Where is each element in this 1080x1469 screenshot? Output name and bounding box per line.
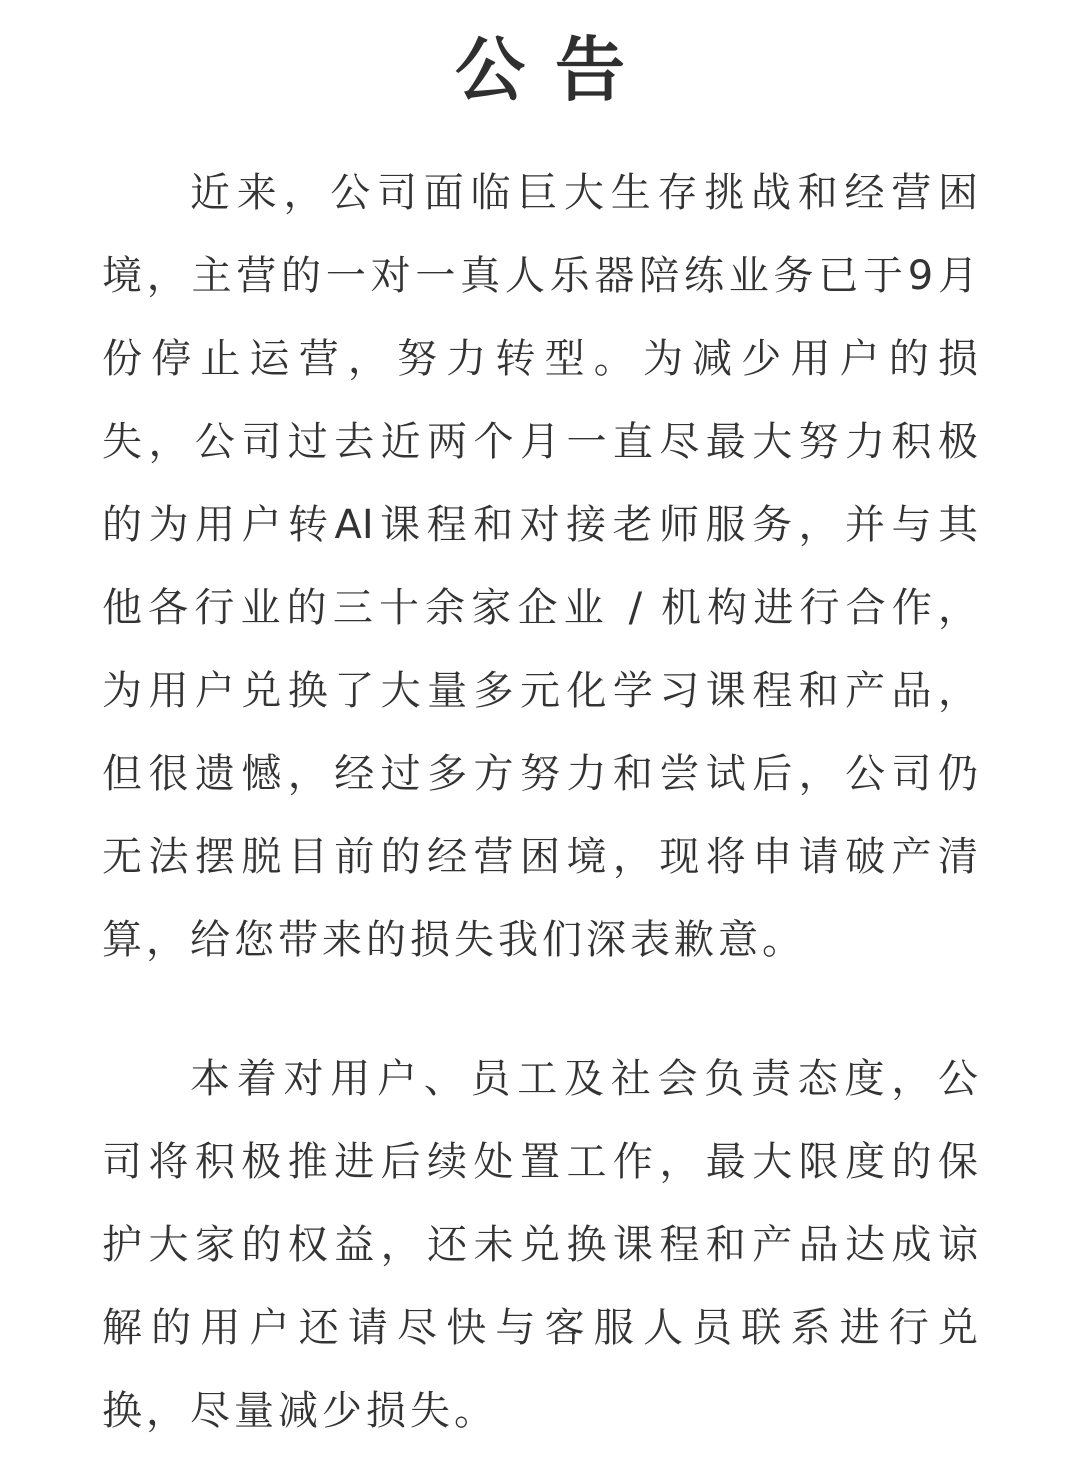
paragraph-line: 为用户兑换了大量多元化学习课程和产品， <box>102 668 978 714</box>
paragraph-line: 但很遗憾，经过多方努力和尝试后，公司仍 <box>102 751 978 797</box>
paragraph-line: 算，给您带来的损失我们深表歉意。 <box>102 917 806 963</box>
paragraph-line: 司将积极推进后续处置工作，最大限度的保 <box>102 1139 978 1185</box>
paragraph-line: 失，公司过去近两个月一直尽最大努力积极 <box>102 419 978 465</box>
paragraph-line: 份停止运营，努力转型。为减少用户的损 <box>102 336 978 382</box>
notice-body <box>102 152 978 1453</box>
paragraph-2 <box>102 1038 978 1453</box>
paragraph-line: 护大家的权益，还未兑换课程和产品达成谅 <box>102 1222 978 1268</box>
paragraph-line: 的为用户转AI课程和对接老师服务，并与其 <box>102 502 978 548</box>
paragraph-line: 近来，公司面临巨大生存挑战和经营困 <box>190 170 978 216</box>
paragraph-1 <box>102 152 978 982</box>
paragraph-line: 境，主营的一对一真人乐器陪练业务已于9月 <box>102 253 978 299</box>
paragraph-line: 解的用户还请尽快与客服人员联系进行兑 <box>102 1305 978 1351</box>
notice-title: 公告 <box>455 29 655 111</box>
paragraph-line: 无法摆脱目前的经营困境，现将申请破产清 <box>102 834 978 880</box>
paragraph-line: 本着对用户、员工及社会负责态度，公 <box>190 1056 978 1102</box>
paragraph-line: 他各行业的三十余家企业 / 机构进行合作， <box>102 585 978 631</box>
paragraph-line: 换，尽量减少损失。 <box>102 1388 498 1434</box>
